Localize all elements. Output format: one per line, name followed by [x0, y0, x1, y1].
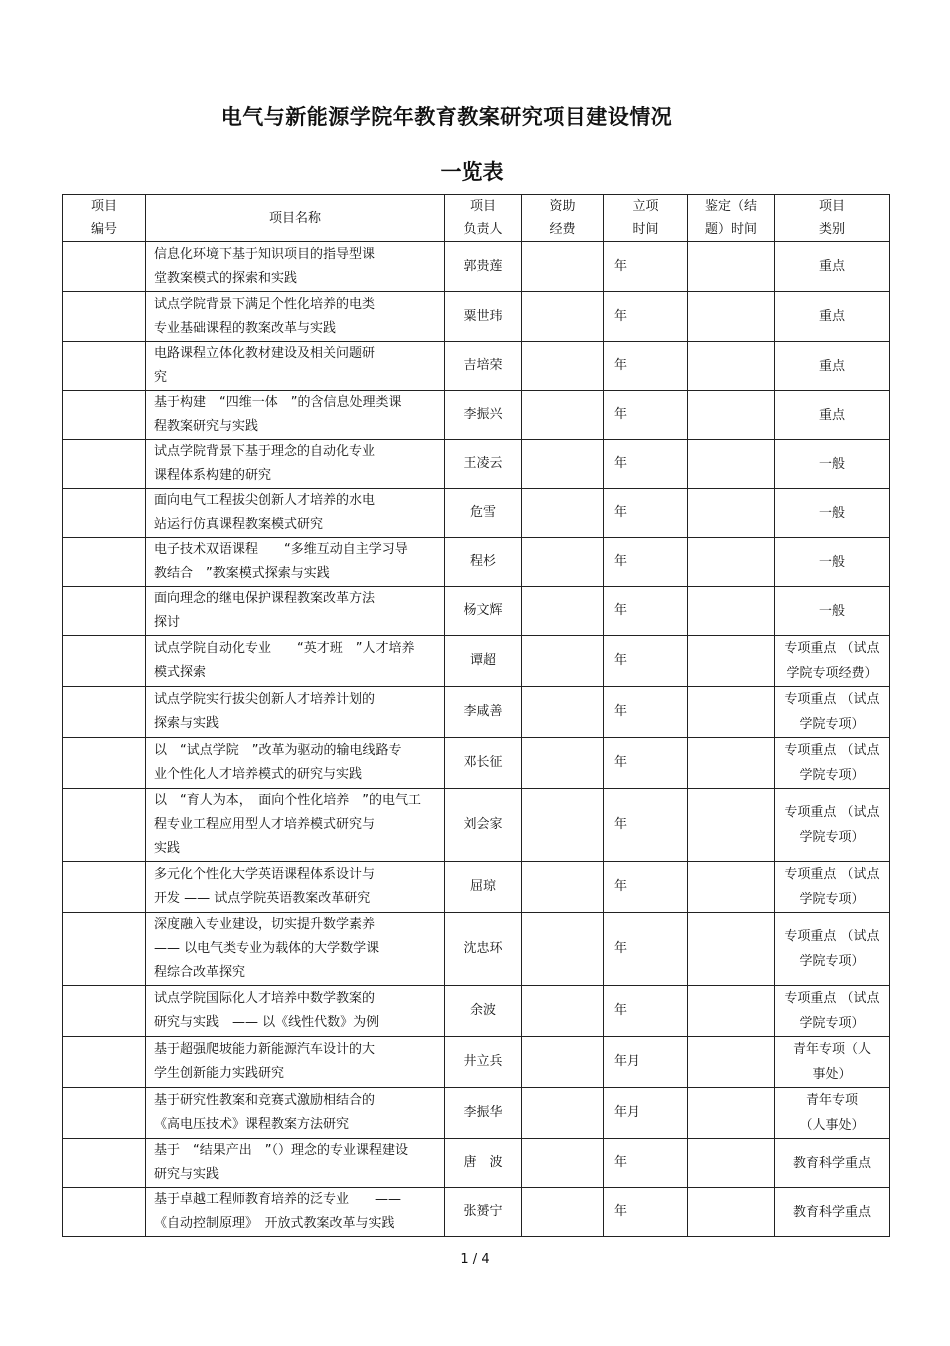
cell-review-time	[688, 391, 775, 440]
cell-type: 专项重点 （试点 学院专项）	[775, 986, 890, 1037]
table-row	[63, 1037, 890, 1088]
page-title: 电气与新能源学院年教育教案研究项目建设情况	[220, 105, 673, 129]
cell-review-time	[688, 789, 775, 862]
cell-id	[63, 1188, 146, 1237]
cell-start-time: 年月	[604, 1088, 688, 1139]
cell-type: 青年专项（人 事处）	[775, 1037, 890, 1088]
cell-type: 一般	[775, 489, 890, 538]
cell-start-time: 年	[604, 789, 688, 862]
cell-review-time	[688, 242, 775, 292]
cell-project-name: 试点学院自动化专业 “英才班 ”人才培养 模式探索	[146, 636, 445, 687]
cell-type: 重点	[775, 242, 890, 292]
cell-type: 教育科学重点	[775, 1188, 890, 1237]
cell-review-time	[688, 687, 775, 738]
cell-type: 专项重点 （试点 学院专项）	[775, 687, 890, 738]
cell-leader: 屈琼	[445, 862, 522, 913]
cell-start-time: 年	[604, 489, 688, 538]
cell-funds	[522, 1139, 604, 1188]
cell-funds	[522, 342, 604, 391]
cell-project-name: 试点学院背景下基于理念的自动化专业 课程体系构建的研究	[146, 440, 445, 489]
cell-id	[63, 913, 146, 986]
cell-start-time: 年	[604, 242, 688, 292]
header-start-time: 立项 时间	[604, 195, 688, 242]
cell-leader: 余波	[445, 986, 522, 1037]
cell-start-time: 年	[604, 342, 688, 391]
cell-project-name: 信息化环境下基于知识项目的指导型课 堂教案模式的探索和实践	[146, 242, 445, 292]
cell-type: 专项重点 （试点 学院专项）	[775, 789, 890, 862]
cell-funds	[522, 636, 604, 687]
cell-project-name: 基于研究性教案和竞赛式激励相结合的 《高电压技术》课程教案方法研究	[146, 1088, 445, 1139]
cell-project-name: 深度融入专业建设，切实提升数学素养 —— 以电气类专业为载体的大学数学课 程综合改革探究	[146, 913, 445, 986]
cell-start-time: 年	[604, 862, 688, 913]
cell-type: 一般	[775, 587, 890, 636]
cell-id	[63, 738, 146, 789]
cell-funds	[522, 587, 604, 636]
cell-funds	[522, 538, 604, 587]
cell-type: 青年专项 （人事处）	[775, 1088, 890, 1139]
table-row	[63, 687, 890, 738]
cell-id	[63, 1088, 146, 1139]
page-number: 1 / 4	[460, 1252, 490, 1267]
cell-review-time	[688, 292, 775, 342]
cell-start-time: 年	[604, 292, 688, 342]
cell-review-time	[688, 1188, 775, 1237]
cell-start-time: 年	[604, 913, 688, 986]
cell-project-name: 多元化个性化大学英语课程体系设计与 开发 —— 试点学院英语教案改革研究	[146, 862, 445, 913]
project-table	[62, 194, 890, 1237]
cell-project-name: 面向理念的继电保护课程教案改革方法 探讨	[146, 587, 445, 636]
table-row	[63, 242, 890, 292]
cell-funds	[522, 1188, 604, 1237]
cell-id	[63, 587, 146, 636]
cell-project-name: 以 “试点学院 ”改革为驱动的输电线路专 业个性化人才培养模式的研究与实践	[146, 738, 445, 789]
cell-project-name: 面向电气工程拔尖创新人才培养的水电 站运行仿真课程教案模式研究	[146, 489, 445, 538]
table-row	[63, 538, 890, 587]
cell-id	[63, 292, 146, 342]
cell-type: 重点	[775, 391, 890, 440]
table-row	[63, 391, 890, 440]
table-row	[63, 587, 890, 636]
cell-leader: 张赟宁	[445, 1188, 522, 1237]
table-row	[63, 789, 890, 862]
cell-review-time	[688, 636, 775, 687]
cell-leader: 沈忠环	[445, 913, 522, 986]
cell-review-time	[688, 489, 775, 538]
cell-project-name: 试点学院国际化人才培养中数学教案的 研究与实践 —— 以《线性代数》为例	[146, 986, 445, 1037]
cell-start-time: 年	[604, 738, 688, 789]
cell-project-name: 基于超强爬坡能力新能源汽车设计的大 学生创新能力实践研究	[146, 1037, 445, 1088]
cell-start-time: 年	[604, 1139, 688, 1188]
table-row	[63, 862, 890, 913]
cell-type: 专项重点 （试点 学院专项）	[775, 738, 890, 789]
cell-leader: 郭贵莲	[445, 242, 522, 292]
cell-project-name: 基于构建 “四维一体 ”的含信息处理类课 程教案研究与实践	[146, 391, 445, 440]
header-name: 项目名称	[146, 195, 445, 242]
cell-type: 专项重点 （试点 学院专项）	[775, 862, 890, 913]
cell-leader: 危雪	[445, 489, 522, 538]
cell-id	[63, 489, 146, 538]
cell-start-time: 年	[604, 587, 688, 636]
header-id: 项目 编号	[63, 195, 146, 242]
cell-start-time: 年	[604, 687, 688, 738]
cell-start-time: 年	[604, 391, 688, 440]
cell-start-time: 年	[604, 440, 688, 489]
cell-type: 专项重点 （试点 学院专项经费）	[775, 636, 890, 687]
table-row	[63, 738, 890, 789]
cell-project-name: 以 “育人为本， 面向个性化培养 ”的电气工 程专业工程应用型人才培养模式研究与 实践	[146, 789, 445, 862]
cell-id	[63, 1139, 146, 1188]
page-subtitle: 一览表	[440, 160, 504, 184]
table-row	[63, 913, 890, 986]
cell-start-time: 年	[604, 538, 688, 587]
table-row	[63, 489, 890, 538]
cell-id	[63, 789, 146, 862]
cell-review-time	[688, 738, 775, 789]
cell-funds	[522, 440, 604, 489]
cell-funds	[522, 1037, 604, 1088]
cell-id	[63, 538, 146, 587]
table-row	[63, 292, 890, 342]
header-leader: 项目 负责人	[445, 195, 522, 242]
cell-review-time	[688, 986, 775, 1037]
cell-review-time	[688, 1037, 775, 1088]
cell-funds	[522, 687, 604, 738]
cell-leader: 杨文辉	[445, 587, 522, 636]
cell-start-time: 年	[604, 986, 688, 1037]
cell-review-time	[688, 342, 775, 391]
cell-leader: 吉培荣	[445, 342, 522, 391]
cell-review-time	[688, 1139, 775, 1188]
cell-funds	[522, 391, 604, 440]
cell-start-time: 年	[604, 1188, 688, 1237]
cell-id	[63, 986, 146, 1037]
cell-funds	[522, 913, 604, 986]
table-row	[63, 1088, 890, 1139]
cell-id	[63, 862, 146, 913]
cell-id	[63, 636, 146, 687]
table-row	[63, 440, 890, 489]
cell-funds	[522, 986, 604, 1037]
header-funds: 资助 经费	[522, 195, 604, 242]
cell-id	[63, 440, 146, 489]
cell-funds	[522, 292, 604, 342]
cell-type: 专项重点 （试点 学院专项）	[775, 913, 890, 986]
header-type: 项目 类别	[775, 195, 890, 242]
cell-project-name: 电子技术双语课程 “多维互动自主学习导 教结合 ”教案模式探索与实践	[146, 538, 445, 587]
cell-type: 重点	[775, 292, 890, 342]
table-row	[63, 1139, 890, 1188]
cell-leader: 李振兴	[445, 391, 522, 440]
table-header-row	[63, 195, 890, 242]
table-row	[63, 1188, 890, 1237]
cell-type: 一般	[775, 440, 890, 489]
cell-funds	[522, 862, 604, 913]
table-row	[63, 636, 890, 687]
cell-review-time	[688, 862, 775, 913]
cell-leader: 王凌云	[445, 440, 522, 489]
cell-leader: 李振华	[445, 1088, 522, 1139]
cell-review-time	[688, 1088, 775, 1139]
cell-type: 一般	[775, 538, 890, 587]
cell-project-name: 基于卓越工程师教育培养的泛专业 —— 《自动控制原理》 开放式教案改革与实践	[146, 1188, 445, 1237]
cell-review-time	[688, 913, 775, 986]
header-review-time: 鉴定（结 题）时间	[688, 195, 775, 242]
cell-review-time	[688, 440, 775, 489]
cell-id	[63, 1037, 146, 1088]
cell-type: 教育科学重点	[775, 1139, 890, 1188]
cell-project-name: 试点学院实行拔尖创新人才培养计划的 探索与实践	[146, 687, 445, 738]
cell-leader: 刘会家	[445, 789, 522, 862]
cell-leader: 粟世玮	[445, 292, 522, 342]
cell-leader: 谭超	[445, 636, 522, 687]
cell-id	[63, 687, 146, 738]
cell-start-time: 年	[604, 636, 688, 687]
cell-start-time: 年月	[604, 1037, 688, 1088]
table-row	[63, 342, 890, 391]
cell-id	[63, 242, 146, 292]
cell-type: 重点	[775, 342, 890, 391]
cell-id	[63, 342, 146, 391]
cell-review-time	[688, 538, 775, 587]
cell-leader: 邓长征	[445, 738, 522, 789]
cell-review-time	[688, 587, 775, 636]
cell-funds	[522, 242, 604, 292]
cell-project-name: 试点学院背景下满足个性化培养的电类 专业基础课程的教案改革与实践	[146, 292, 445, 342]
cell-project-name: 电路课程立体化教材建设及相关问题研 究	[146, 342, 445, 391]
cell-leader: 李咸善	[445, 687, 522, 738]
cell-leader: 程杉	[445, 538, 522, 587]
cell-project-name: 基于 “结果产出 ”（）理念的专业课程建设 研究与实践	[146, 1139, 445, 1188]
cell-id	[63, 391, 146, 440]
cell-funds	[522, 738, 604, 789]
cell-leader: 唐 波	[445, 1139, 522, 1188]
cell-leader: 井立兵	[445, 1037, 522, 1088]
cell-funds	[522, 789, 604, 862]
cell-funds	[522, 1088, 604, 1139]
cell-funds	[522, 489, 604, 538]
table-row	[63, 986, 890, 1037]
